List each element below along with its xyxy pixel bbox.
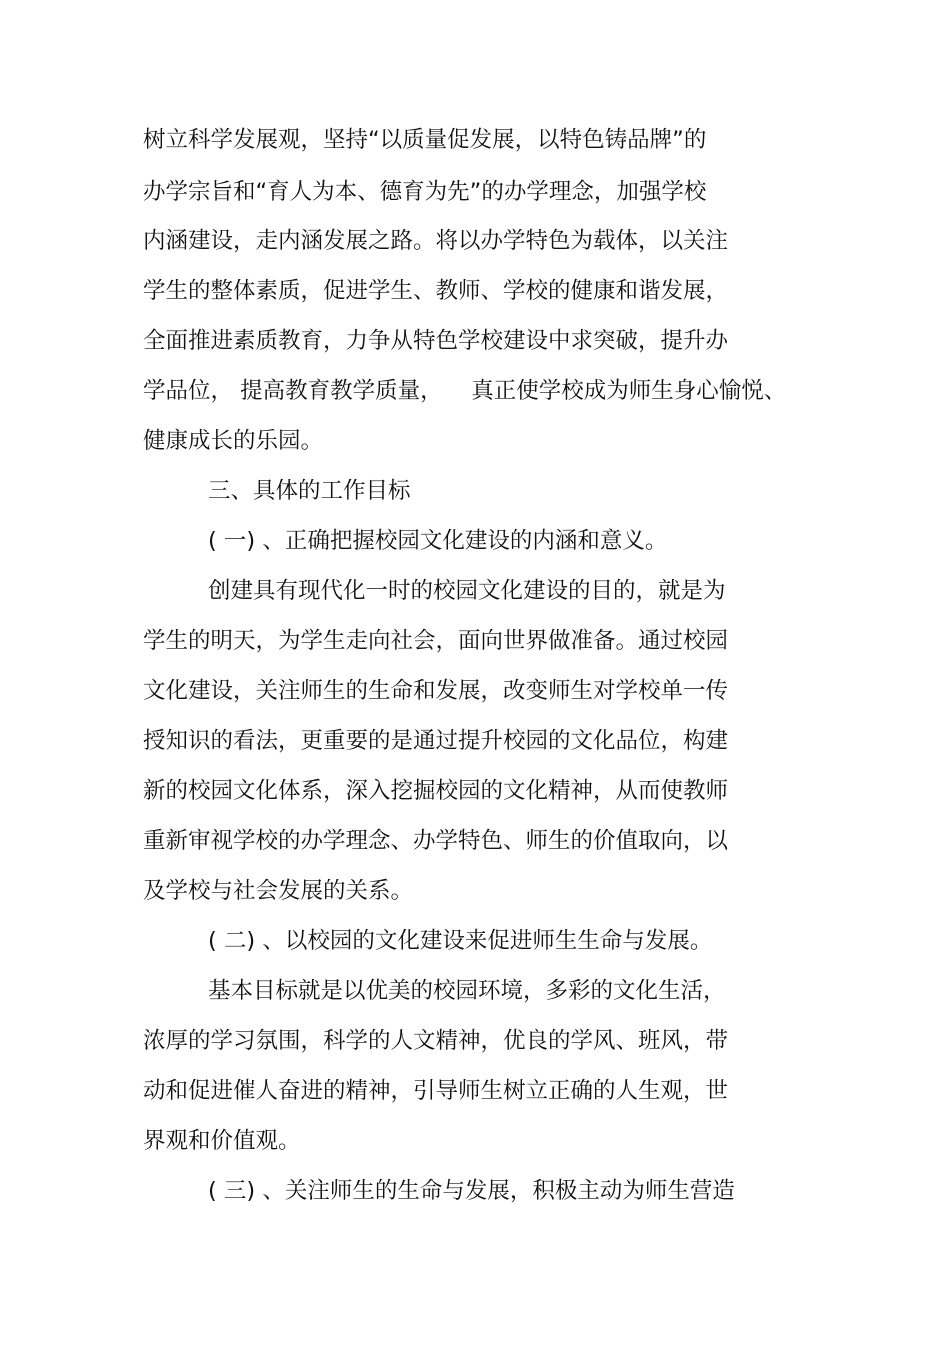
paragraph-line: 及学校与社会发展的关系。	[143, 878, 414, 904]
paragraph-line: 授知识的看法，更重要的是通过提升校园的文化品位，构建	[143, 728, 729, 754]
paragraph-line: 创建具有现代化一时的校园文化建设的目的，就是为	[208, 578, 726, 604]
paragraph-line: 树立科学发展观，坚持“以质量促发展，以特色铸品牌”的	[143, 127, 707, 153]
paragraph-line: 浓厚的学习氛围，科学的人文精神，优良的学风、班风，带	[143, 1028, 729, 1054]
subsection-title: ( 二) 、以校园的文化建设来促进师生生命与发展。	[208, 928, 713, 954]
subsection-title: ( 三) 、关注师生的生命与发展，积极主动为师生营造	[208, 1178, 735, 1204]
paragraph-line: 学品位， 提高教育教学质量， 真正使学校成为师生身心愉悦、	[143, 378, 787, 404]
paragraph-line: 内涵建设，走内涵发展之路。将以办学特色为载体，以关注	[143, 228, 729, 254]
paragraph-line: 健康成长的乐园。	[143, 428, 324, 454]
paragraph-line: 学生的整体素质，促进学生、教师、学校的健康和谐发展，	[143, 278, 729, 304]
paragraph-line: 重新审视学校的办学理念、办学特色、师生的价值取向，以	[143, 828, 729, 854]
paragraph-line: 学生的明天，为学生走向社会，面向世界做准备。通过校园	[143, 628, 729, 654]
paragraph-line: 文化建设，关注师生的生命和发展，改变师生对学校单一传	[143, 678, 729, 704]
paragraph-line: 办学宗旨和“育人为本、德育为先”的办学理念，加强学校	[143, 179, 707, 205]
paragraph-line: 动和促进催人奋进的精神，引导师生树立正确的人生观，世	[143, 1078, 729, 1104]
paragraph-line: 新的校园文化体系，深入挖掘校园的文化精神，从而使教师	[143, 778, 729, 804]
paragraph-line: 基本目标就是以优美的校园环境，多彩的文化生活，	[208, 978, 726, 1004]
paragraph-line: 界观和价值观。	[143, 1128, 301, 1154]
subsection-title: ( 一) 、正确把握校园文化建设的内涵和意义。	[208, 528, 668, 554]
section-heading: 三、具体的工作目标	[208, 478, 411, 504]
paragraph-line: 全面推进素质教育，力争从特色学校建设中求突破，提升办	[143, 328, 729, 354]
